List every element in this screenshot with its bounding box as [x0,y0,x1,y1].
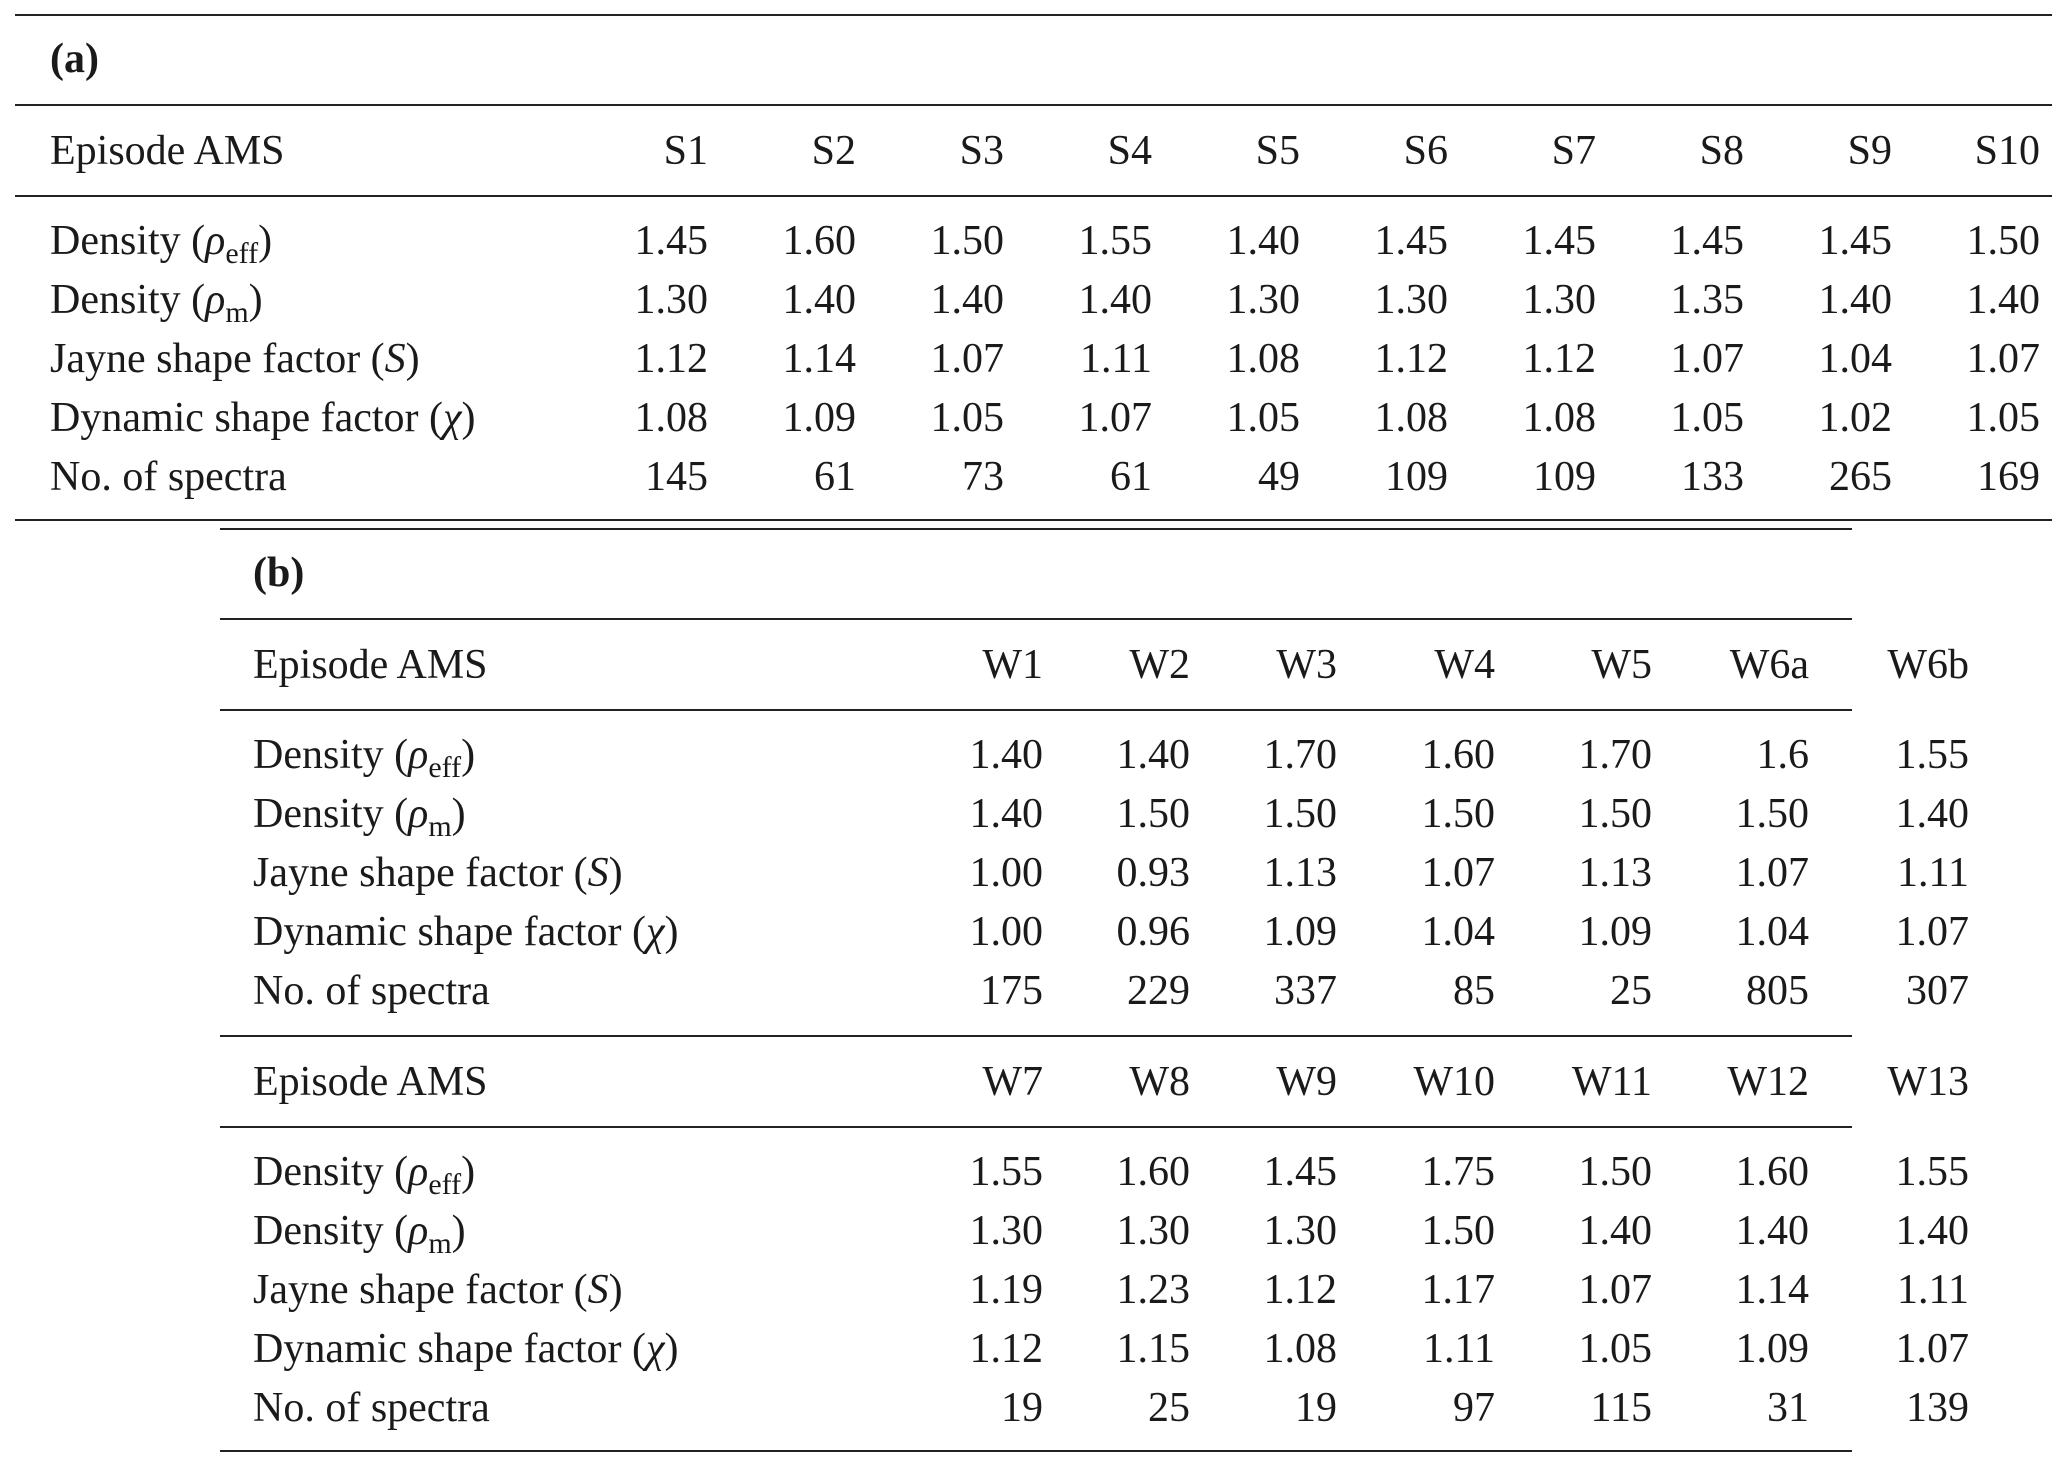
row-label-tail: ) [461,731,476,778]
table-cell: 0.96 [1116,908,1190,955]
table-cell: 1.05 [930,394,1004,441]
table-cell: 1.05 [1966,394,2040,441]
row-label-tail: ) [664,1325,679,1372]
table-cell: 1.17 [1421,1266,1495,1313]
row-label-tail: ) [461,394,476,441]
column-header: S2 [811,128,856,174]
table-cell: 1.04 [1818,335,1892,382]
row-label-subscript: m [428,809,452,843]
row-label-tail: ) [664,908,679,955]
table-cell: 145 [645,453,708,500]
row-label-text: Dynamic shape factor ( [50,394,443,441]
table-header-row [50,106,2040,196]
table-cell: 25 [1610,967,1652,1014]
table-cell: 1.45 [1818,217,1892,264]
table-cell: 337 [1274,967,1337,1014]
row-label-text: Density ( [253,1148,409,1195]
table-row [253,1201,1969,1260]
column-header: S9 [1847,128,1892,174]
table-cell: 169 [1977,453,2040,500]
row-label-text: No. of spectra [50,453,287,500]
table-cell: 1.12 [634,335,708,382]
table-cell: 0.93 [1116,849,1190,896]
row-label [50,447,570,506]
table-cell: 1.07 [1895,1325,1969,1372]
table-cell: 1.40 [1966,276,2040,323]
table-cell: 139 [1906,1384,1969,1431]
row-label-tail: ) [248,276,263,323]
table-cell: 1.30 [1263,1207,1337,1254]
table-cell: 1.02 [1818,394,1892,441]
row-label-tail: ) [608,849,623,896]
table-cell: 1.50 [1578,790,1652,837]
table-cell: 1.30 [1522,276,1596,323]
table-cell: 1.55 [1895,731,1969,778]
row-label-subscript: eff [428,1167,462,1201]
table-cell: 1.12 [1374,335,1448,382]
table-header-row [253,1037,1969,1127]
table-cell: 1.45 [1263,1148,1337,1195]
table-row [50,329,2040,388]
table-cell: 805 [1746,967,1809,1014]
row-label-tail: ) [451,1207,466,1254]
table-cell: 1.55 [1895,1148,1969,1195]
row-label-symbol: S [587,849,609,896]
table-cell: 1.75 [1421,1148,1495,1195]
table-cell: 307 [1906,967,1969,1014]
column-header: W6a [1729,642,1809,688]
column-header: W12 [1727,1059,1809,1105]
column-header: S3 [959,128,1004,174]
row-label [50,196,570,270]
row-label [50,270,570,329]
table-cell: 25 [1148,1384,1190,1431]
column-header: S6 [1403,128,1448,174]
table-cell: 1.55 [1078,217,1152,264]
table-cell: 1.07 [1578,1266,1652,1313]
table-cell: 1.30 [1226,276,1300,323]
table-row [253,710,1969,784]
column-header: Episode AMS [253,642,488,688]
column-header: W5 [1591,642,1652,688]
table-row [50,388,2040,447]
row-label-symbol: ρ [408,731,429,778]
table-cell: 1.09 [1735,1325,1809,1372]
panel-a-label: (a) [50,36,99,82]
table-cell: 1.08 [1374,394,1448,441]
table-cell: 1.45 [1670,217,1744,264]
row-label-text: Density ( [50,276,206,323]
row-label-symbol: χ [646,908,665,955]
column-header: W8 [1129,1059,1190,1105]
row-label-text: Dynamic shape factor ( [253,908,646,955]
row-label-symbol: ρ [408,790,429,837]
column-header: S7 [1551,128,1596,174]
table-cell: 1.08 [1226,335,1300,382]
table-cell: 1.00 [969,849,1043,896]
row-label-symbol: ρ [408,1207,429,1254]
table-cell: 1.55 [969,1148,1043,1195]
panel-b-header-bottom-rule-2 [220,1126,1852,1128]
table-cell: 1.14 [782,335,856,382]
row-label [253,1378,896,1437]
table-cell: 1.05 [1578,1325,1652,1372]
table-cell: 1.09 [1263,908,1337,955]
table-cell: 109 [1385,453,1448,500]
table-cell: 1.12 [1263,1266,1337,1313]
table-cell: 1.07 [1670,335,1744,382]
table-row [50,196,2040,270]
panel-b-header-bottom-rule-1 [220,709,1852,711]
column-header: W1 [982,642,1043,688]
table-cell: 1.12 [969,1325,1043,1372]
table-cell: 1.07 [1966,335,2040,382]
table-cell: 1.45 [1374,217,1448,264]
table-cell: 19 [1295,1384,1337,1431]
table-cell: 1.50 [1421,790,1495,837]
row-label-text: Density ( [253,1207,409,1254]
row-label-symbol: ρ [205,217,226,264]
row-label [253,784,896,843]
table-cell: 1.50 [1966,217,2040,264]
row-label [253,843,896,902]
panel-a-header-bottom-rule [15,195,2052,197]
table-row [253,1260,1969,1319]
table-cell: 1.09 [1578,908,1652,955]
row-label-tail: ) [451,790,466,837]
row-label [253,710,896,784]
table-cell: 1.05 [1226,394,1300,441]
table-cell: 1.13 [1263,849,1337,896]
column-header: S8 [1699,128,1744,174]
column-header: Episode AMS [253,1059,488,1105]
column-header: S10 [1974,128,2040,174]
table-cell: 1.50 [1735,790,1809,837]
table-cell: 1.09 [782,394,856,441]
row-label-symbol: ρ [408,1148,429,1195]
column-header: W4 [1434,642,1495,688]
panel-b-table-1 [253,620,1969,1020]
table-cell: 1.04 [1735,908,1809,955]
table-cell: 1.45 [1522,217,1596,264]
column-header: W2 [1129,642,1190,688]
column-header: W9 [1276,1059,1337,1105]
table-cell: 1.12 [1522,335,1596,382]
column-header: W7 [982,1059,1043,1105]
column-header: W11 [1571,1059,1652,1105]
table-cell: 1.40 [1578,1207,1652,1254]
table-cell: 1.23 [1116,1266,1190,1313]
row-label-text: No. of spectra [253,1384,490,1431]
row-label-text: No. of spectra [253,967,490,1014]
row-label [253,1260,896,1319]
panel-b-label: (b) [253,550,305,596]
table-row [253,843,1969,902]
row-label-subscript: m [225,295,249,329]
table-cell: 115 [1590,1384,1652,1431]
table-cell: 1.04 [1421,908,1495,955]
table-cell: 1.50 [1116,790,1190,837]
table-cell: 1.40 [969,731,1043,778]
table-cell: 1.40 [1818,276,1892,323]
table-cell: 1.11 [1423,1325,1495,1372]
table-cell: 265 [1829,453,1892,500]
table-cell: 1.60 [1735,1148,1809,1195]
table-cell: 1.6 [1756,731,1809,778]
row-label-tail: ) [258,217,273,264]
table-cell: 1.30 [634,276,708,323]
table-cell: 175 [980,967,1043,1014]
row-label-symbol: S [587,1266,609,1313]
column-header: W13 [1887,1059,1969,1105]
row-label [253,902,896,961]
table-cell: 1.35 [1670,276,1744,323]
table-cell: 1.30 [1116,1207,1190,1254]
table-cell: 1.13 [1578,849,1652,896]
row-label [253,1319,896,1378]
panel-b-bottom-rule [220,1450,1852,1452]
row-label-tail: ) [461,1148,476,1195]
table-row [50,270,2040,329]
row-label [253,1127,896,1201]
table-cell: 1.40 [1735,1207,1809,1254]
row-label-subscript: eff [428,750,462,784]
table-cell: 1.40 [1078,276,1152,323]
table-cell: 49 [1258,453,1300,500]
table-cell: 97 [1453,1384,1495,1431]
table-cell: 1.50 [1578,1148,1652,1195]
table-cell: 1.30 [1374,276,1448,323]
table-cell: 109 [1533,453,1596,500]
panel-b-body-2 [253,1127,1969,1437]
table-cell: 61 [814,453,856,500]
table-cell: 73 [962,453,1004,500]
panel-a-table [50,106,2040,506]
table-cell: 1.08 [634,394,708,441]
table-cell: 1.19 [969,1266,1043,1313]
table-cell: 31 [1767,1384,1809,1431]
column-header: Episode AMS [50,128,285,174]
table-cell: 1.11 [1080,335,1152,382]
row-label-symbol: χ [646,1325,665,1372]
table-cell: 1.70 [1578,731,1652,778]
row-label-tail: ) [608,1266,623,1313]
row-label-text: Dynamic shape factor ( [253,1325,646,1372]
row-label-symbol: ρ [205,276,226,323]
panel-a-top-rule [15,14,2052,16]
column-header: S5 [1255,128,1300,174]
table-cell: 85 [1453,967,1495,1014]
row-label [50,388,570,447]
row-label-tail: ) [405,335,420,382]
table-cell: 1.50 [1421,1207,1495,1254]
table-cell: 1.40 [1895,1207,1969,1254]
table-cell: 1.07 [1735,849,1809,896]
row-label-text: Density ( [50,217,206,264]
row-label-subscript: m [428,1226,452,1260]
column-header: W3 [1276,642,1337,688]
panel-b-top-rule [220,528,1852,530]
table-cell: 1.45 [634,217,708,264]
table-cell: 19 [1001,1384,1043,1431]
table-cell: 1.30 [969,1207,1043,1254]
panel-a-bottom-rule [15,519,2052,521]
table-row [50,447,2040,506]
panel-b-table-2 [253,1037,1969,1437]
table-cell: 1.07 [1895,908,1969,955]
table-cell: 1.40 [1226,217,1300,264]
row-label-text: Jayne shape factor ( [253,1266,588,1313]
table-cell: 1.11 [1897,849,1969,896]
column-header: S4 [1107,128,1152,174]
table-cell: 1.08 [1263,1325,1337,1372]
table-cell: 1.60 [782,217,856,264]
table-cell: 1.50 [1263,790,1337,837]
table-cell: 1.08 [1522,394,1596,441]
table-row [253,784,1969,843]
table-row [253,1319,1969,1378]
column-header: W6b [1887,642,1969,688]
column-header: S1 [663,128,708,174]
table-cell: 1.60 [1421,731,1495,778]
table-cell: 1.40 [782,276,856,323]
row-label-subscript: eff [225,236,259,270]
table-cell: 133 [1681,453,1744,500]
row-label-symbol: S [384,335,406,382]
table-row [253,902,1969,961]
table-cell: 1.40 [930,276,1004,323]
table-cell: 1.15 [1116,1325,1190,1372]
table-cell: 1.60 [1116,1148,1190,1195]
row-label [253,1201,896,1260]
table-cell: 1.14 [1735,1266,1809,1313]
table-cell: 1.40 [969,790,1043,837]
column-header: W10 [1413,1059,1495,1105]
table-cell: 1.07 [930,335,1004,382]
table-cell: 1.70 [1263,731,1337,778]
table-cell: 61 [1110,453,1152,500]
row-label-text: Density ( [253,731,409,778]
table-cell: 1.40 [1116,731,1190,778]
table-cell: 1.07 [1078,394,1152,441]
table-cell: 1.07 [1421,849,1495,896]
panel-b-body-1 [253,710,1969,1020]
row-label-symbol: χ [443,394,462,441]
table-row [253,1127,1969,1201]
table-row [253,961,1969,1020]
row-label-text: Jayne shape factor ( [50,335,385,382]
panel-a-body [50,196,2040,506]
table-cell: 1.40 [1895,790,1969,837]
table-cell: 1.00 [969,908,1043,955]
table-cell: 229 [1127,967,1190,1014]
row-label-text: Jayne shape factor ( [253,849,588,896]
row-label [253,961,896,1020]
table-cell: 1.50 [930,217,1004,264]
table-header-row [253,620,1969,710]
row-label-text: Density ( [253,790,409,837]
table-row [253,1378,1969,1437]
table-cell: 1.11 [1897,1266,1969,1313]
table-cell: 1.05 [1670,394,1744,441]
row-label [50,329,570,388]
